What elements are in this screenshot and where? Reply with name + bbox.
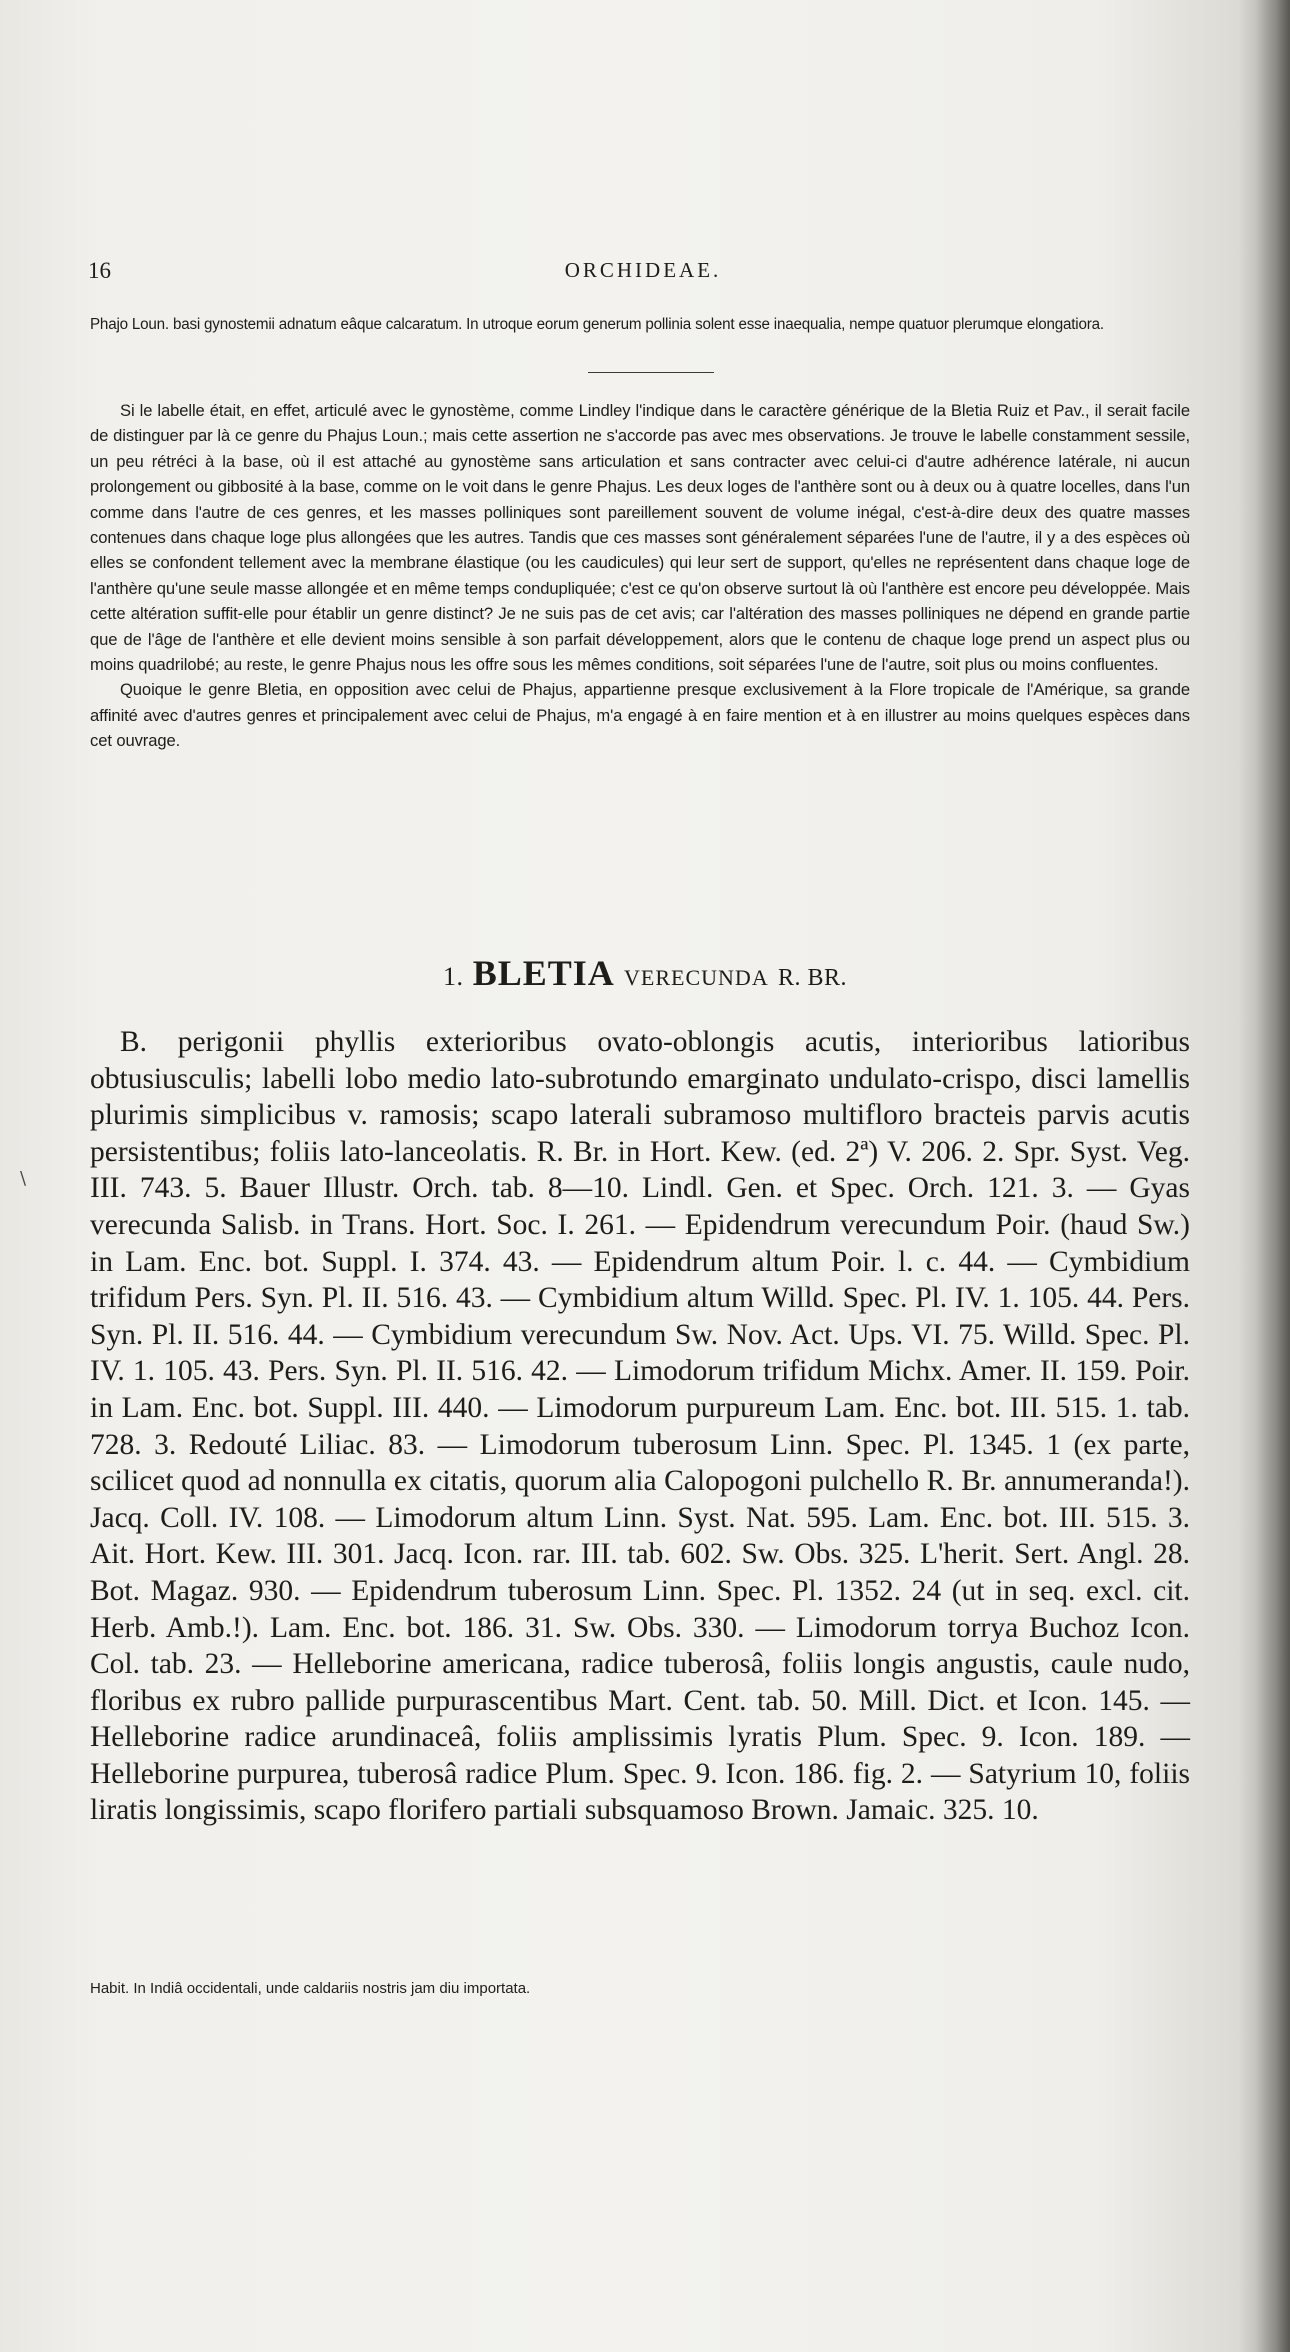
paragraph-2: Quoique le genre Bletia, en opposition avec celui de Phajus, appartienne presque exclusivement à la Flore tropicale de l'Amérique, sa grande affinité avec d'autres genres et principalement avec celui de Phajus, m'a engagé à en faire mention et à en illustrer au moins quelques espèces dans cet ouvrage. — [90, 680, 1190, 751]
separator-rule — [588, 372, 714, 373]
page-number: 16 — [88, 258, 111, 283]
species-author: R. BR. — [777, 965, 847, 991]
margin-mark: \ — [20, 1168, 27, 1189]
species-heading — [90, 952, 1200, 994]
footnote-text: Phajo Loun. basi gynostemii adnatum eâque calcaratum. In utroque eorum generum pollinia solent esse inaequalia, nempe quatuor plerumque elongatiora. — [90, 316, 1104, 333]
habitat-note: Habit. In Indiâ occidentali, unde caldariis nostris jam diu importata. — [90, 1980, 531, 1997]
binding-shadow — [1256, 0, 1290, 2352]
species-epithet: VERECUNDA — [624, 965, 769, 990]
running-head: ORCHIDEAE. — [564, 258, 722, 282]
species-description: B. perigonii phyllis exterioribus ovato-oblongis acutis, interioribus latioribus obtusiusculis; labelli lobo medio lato-subrotundo emarginato undulato-crispo, disci lamellis plurimis simplicibus v. ramosis; scapo laterali subramoso multifloro bracteis parvis acutis persistentibus; foliis lato-lanceolatis. R. Br. in Hort. Kew. (ed. 2ª) V. 206. 2. Spr. Syst. Veg. III. 743. 5. Bauer Illustr. Orch. tab. 8—10. Lindl. Gen. et Spec. Orch. 121. 3. — Gyas verecunda Salisb. in Trans. Hort. Soc. I. 261. — Epidendrum verecundum Poir. (haud Sw.) in Lam. Enc. bot. Suppl. I. 374. 43. — Epidendrum altum Poir. l. c. 44. — Cymbidium trifidum Pers. Syn. Pl. II. 516. 43. — Cymbidium altum Willd. Spec. Pl. IV. 1. 105. 44. Pers. Syn. Pl. II. 516. 44. — Cymbidium verecundum Sw. Nov. Act. Ups. VI. 75. Willd. Spec. Pl. IV. 1. 105. 43. Pers. Syn. Pl. II. 516. 42. — Limodorum trifidum Michx. Amer. II. 159. Poir. in Lam. Enc. bot. Suppl. III. 440. — Limodorum purpureum Lam. Enc. bot. III. 515. 1. tab. 728. 3. Redouté Liliac. 83. — Limodorum tuberosum Linn. Spec. Pl. 1345. 1 (ex parte, scilicet quod ad nonnulla ex citatis, quorum alia Calopogoni pulchello R. Br. annumeranda!). Jacq. Coll. IV. 108. — Limodorum altum Linn. Syst. Nat. 595. Lam. Enc. bot. III. 515. 3. Ait. Hort. Kew. III. 301. Jacq. Icon. rar. III. tab. 602. Sw. Obs. 325. L'herit. Sert. Angl. 28. Bot. Magaz. 930. — Epidendrum tuberosum Linn. Spec. Pl. 1352. 24 (ut in seq. excl. cit. Herb. Amb.!). Lam. Enc. bot. 186. 31. Sw. Obs. 330. — Limodorum torrya Buchoz Icon. Col. tab. 23. — Helleborine americana, radice tuberosâ, foliis longis angustis, caule nudo, floribus ex rubro pallide purpurascentibus Mart. Cent. tab. 50. Mill. Dict. et Icon. 145. — Helleborine radice arundinaceâ, foliis amplissimis lyratis Plum. Spec. 9. Icon. 189. — Helleborine purpurea, tuberosâ radice Plum. Spec. 9. Icon. 186. fig. 2. — Satyrium 10, foliis liratis longissimis, scapo florifero partiali subsquamoso Brown. Jamaic. 325. 10. — [90, 1026, 1190, 1827]
species-genus: BLETIA — [472, 953, 615, 993]
paragraph-1: Si le labelle était, en effet, articulé avec le gynostème, comme Lindley l'indique dans le caractère générique de la Bletia Ruiz et Pav., il serait facile de distinguer par là ce genre du Phajus Loun.; mais cette assertion ne s'accorde pas avec mes observations. Je trouve le labelle constamment sessile, un peu rétréci à la base, où il est attaché au gynostème sans articulation et sans contracter avec celui-ci d'autre adhérence latérale, ni aucun prolongement ou gibbosité à la base, comme on le voit dans le genre Phajus. Les deux loges de l'anthère sont ou à deux ou à quatre locelles, dans l'un comme dans l'autre de ces genres, et les masses polliniques sont pareillement souvent de volume inégal, c'est-à-dire deux des quatre masses contenues dans chaque loge plus allongées que les autres. Tandis que ces masses sont généralement séparées l'une de l'autre, il y a des espèces où elles se confondent tellement avec la membrane élastique (ou les caudicules) qui leur sert de support, qu'elles ne représentent dans chaque loge de l'anthère qu'une seule masse allongée et en même temps condupliquée; c'est ce qu'on observe surtout là où l'anthère est encore peu développée. Mais cette altération suffit-elle pour établir un genre distinct? Je ne suis pas de cet avis; car l'altération des masses polliniques ne dépend en grande partie que de l'âge de l'anthère et elle devient moins sensible à son parfait développement, alors que le contenu de chaque loge prend un aspect plus ou moins quadrilobé; au reste, le genre Phajus nous les offre sous les mêmes conditions, soit séparées l'une de l'autre, soit plus ou moins confluentes. — [90, 401, 1190, 675]
species-number: 1. — [442, 962, 464, 991]
body-text — [90, 398, 1190, 754]
page-header — [88, 258, 1198, 292]
